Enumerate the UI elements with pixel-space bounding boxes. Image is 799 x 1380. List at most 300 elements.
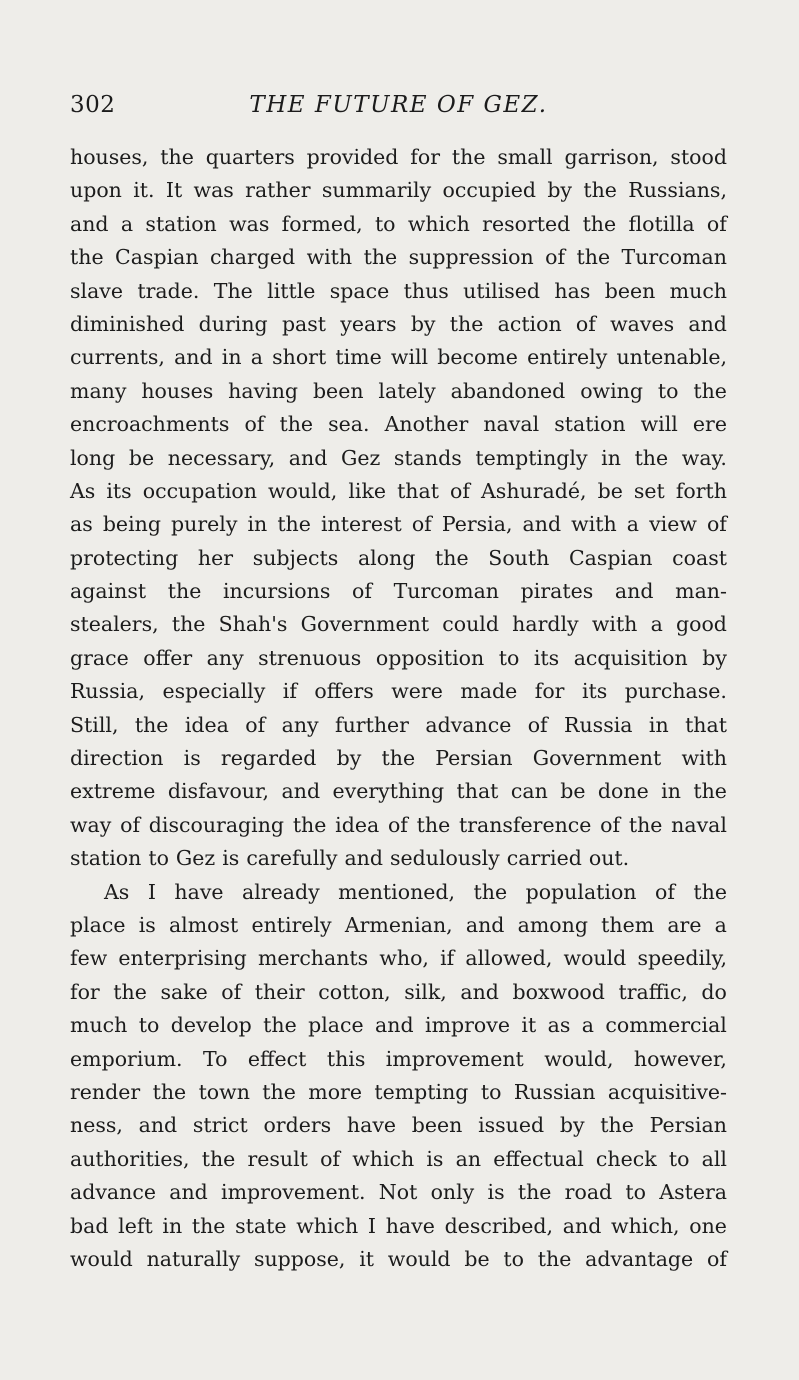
word: can bbox=[510, 779, 548, 804]
word: sea. bbox=[328, 412, 370, 437]
word: in bbox=[601, 445, 621, 470]
word: is bbox=[426, 1146, 444, 1171]
word: the bbox=[201, 1146, 236, 1171]
word: the bbox=[517, 1180, 552, 1205]
text-line bbox=[70, 675, 727, 708]
word: almost bbox=[168, 912, 239, 937]
word: of bbox=[320, 1146, 341, 1171]
word: and bbox=[465, 912, 505, 937]
word: road bbox=[564, 1180, 613, 1205]
word: has bbox=[554, 278, 591, 303]
word: way bbox=[70, 812, 112, 837]
word: for bbox=[70, 979, 100, 1004]
word: would, bbox=[544, 1046, 614, 1071]
word: of bbox=[221, 979, 242, 1004]
word: naval bbox=[671, 812, 727, 837]
word: result bbox=[247, 1146, 308, 1171]
word: is bbox=[222, 846, 240, 871]
word: the bbox=[171, 612, 206, 637]
word: allowed, bbox=[465, 946, 553, 971]
word: along bbox=[357, 545, 416, 570]
word: the bbox=[363, 245, 398, 270]
word: traffic, bbox=[618, 979, 688, 1004]
word: Government bbox=[300, 612, 430, 637]
word: incursions bbox=[222, 579, 331, 604]
text-line bbox=[70, 208, 727, 241]
word: develop bbox=[170, 1013, 252, 1038]
word: out. bbox=[588, 846, 630, 871]
word: and bbox=[688, 311, 727, 336]
word: provided bbox=[306, 145, 399, 169]
word: the bbox=[693, 879, 727, 904]
word: naturally bbox=[146, 1246, 241, 1271]
word: her bbox=[197, 545, 234, 570]
word: left bbox=[118, 1213, 153, 1238]
word: Not bbox=[378, 1180, 418, 1205]
text-line bbox=[70, 1009, 727, 1042]
word: the bbox=[277, 512, 311, 537]
word: short bbox=[272, 345, 327, 370]
word: become bbox=[437, 345, 518, 370]
word: acquisition bbox=[573, 645, 688, 670]
word: described, bbox=[444, 1213, 554, 1238]
word: it bbox=[359, 1246, 374, 1271]
word: in bbox=[221, 345, 242, 370]
word: sake bbox=[160, 979, 208, 1004]
word: Ashuradé, bbox=[481, 478, 587, 503]
word: currents, bbox=[70, 345, 165, 370]
word: who, bbox=[379, 946, 429, 971]
word: direction bbox=[70, 746, 164, 771]
word: coast bbox=[672, 545, 727, 570]
word: Caspian bbox=[568, 545, 653, 570]
word: been bbox=[411, 1113, 463, 1138]
word: by bbox=[559, 1113, 585, 1138]
word: stood bbox=[670, 145, 727, 169]
word: untenable, bbox=[616, 345, 727, 370]
word: done bbox=[597, 779, 649, 804]
word: transference bbox=[458, 812, 592, 837]
word: pirates bbox=[520, 579, 594, 604]
word: stealers, bbox=[70, 612, 159, 637]
word: Armenian, bbox=[344, 912, 453, 937]
word: improvement. bbox=[221, 1180, 366, 1205]
text-line bbox=[70, 1176, 727, 1209]
word: by bbox=[547, 178, 573, 203]
word: years bbox=[340, 311, 397, 336]
word: the bbox=[152, 1079, 187, 1104]
word: purchase. bbox=[624, 679, 727, 704]
word: of bbox=[655, 879, 675, 904]
text-line bbox=[70, 942, 727, 975]
word: I bbox=[367, 1213, 377, 1238]
word: space bbox=[329, 278, 390, 303]
word: to bbox=[148, 846, 169, 871]
word: for bbox=[534, 679, 565, 704]
word: of bbox=[706, 1246, 727, 1271]
word: in bbox=[162, 1213, 183, 1238]
word: Shah's bbox=[218, 612, 288, 637]
word: and bbox=[70, 211, 109, 236]
word: houses, bbox=[70, 145, 149, 169]
word: to bbox=[657, 378, 679, 403]
word: a bbox=[250, 345, 263, 370]
word: is bbox=[138, 912, 156, 937]
word: the bbox=[435, 545, 469, 570]
word: Another bbox=[384, 412, 469, 437]
word: owing bbox=[580, 378, 643, 403]
word: purely bbox=[171, 512, 238, 537]
word: grace bbox=[70, 645, 129, 670]
word: speedily, bbox=[637, 946, 727, 971]
text-line bbox=[70, 809, 727, 842]
word: entirely bbox=[251, 912, 332, 937]
word: summarily bbox=[321, 178, 432, 203]
word: small bbox=[497, 145, 553, 169]
word: Government bbox=[532, 746, 662, 771]
word: abandoned bbox=[450, 378, 566, 403]
word: the bbox=[416, 812, 451, 837]
word: utilised bbox=[463, 278, 541, 303]
word: of bbox=[527, 712, 548, 737]
word: of bbox=[450, 478, 470, 503]
word: it. bbox=[133, 178, 155, 203]
word: suppose, bbox=[253, 1246, 346, 1271]
text-line bbox=[70, 909, 727, 942]
word: its bbox=[106, 478, 132, 503]
word: merchants bbox=[257, 946, 369, 971]
word: few bbox=[70, 946, 108, 971]
word: any bbox=[281, 712, 319, 737]
text-line bbox=[70, 1243, 727, 1276]
word: which, bbox=[611, 1213, 680, 1238]
word: place bbox=[70, 912, 126, 937]
word: the bbox=[451, 145, 486, 169]
word: any bbox=[206, 645, 244, 670]
word: are bbox=[667, 912, 702, 937]
word: as bbox=[70, 512, 93, 537]
word: carefully bbox=[246, 846, 338, 871]
word: occupied bbox=[442, 178, 536, 203]
word: Gez bbox=[175, 846, 216, 871]
word: Turcoman bbox=[621, 245, 727, 270]
text-line bbox=[70, 642, 727, 675]
word: Turcoman bbox=[393, 579, 499, 604]
word: emporium. bbox=[70, 1046, 183, 1071]
word: issued bbox=[478, 1113, 545, 1138]
word: quarters bbox=[205, 145, 295, 169]
word: and bbox=[281, 779, 321, 804]
word: of bbox=[387, 812, 408, 837]
word: however, bbox=[633, 1046, 727, 1071]
word: thus bbox=[403, 278, 449, 303]
word: of bbox=[600, 812, 621, 837]
text-line bbox=[70, 976, 727, 1009]
text-line bbox=[70, 408, 727, 441]
word: garrison, bbox=[564, 145, 659, 169]
word: by bbox=[410, 311, 436, 336]
word: of bbox=[706, 512, 727, 537]
word: and bbox=[288, 445, 328, 470]
word: set bbox=[633, 478, 665, 503]
word: by bbox=[702, 645, 727, 670]
word: the bbox=[113, 979, 147, 1004]
word: of bbox=[706, 211, 727, 236]
word: lately bbox=[378, 378, 436, 403]
word: of bbox=[545, 245, 566, 270]
text-line bbox=[70, 542, 727, 575]
word: carried bbox=[506, 846, 582, 871]
page-header bbox=[70, 92, 727, 126]
word: a bbox=[581, 1013, 594, 1038]
word: its bbox=[533, 645, 560, 670]
word: encroachments bbox=[70, 412, 230, 437]
word: check bbox=[595, 1146, 657, 1171]
word: authorities, bbox=[70, 1146, 190, 1171]
word: much bbox=[70, 1013, 128, 1038]
text-line bbox=[70, 141, 727, 174]
word: slave bbox=[70, 278, 124, 303]
word: opposition bbox=[375, 645, 485, 670]
word: view bbox=[649, 512, 697, 537]
word: especially bbox=[162, 679, 266, 704]
word: the bbox=[576, 245, 611, 270]
word: with bbox=[306, 245, 353, 270]
word: It bbox=[165, 178, 183, 203]
text-line bbox=[70, 375, 727, 408]
word: Russia, bbox=[70, 679, 145, 704]
word: advance bbox=[425, 712, 512, 737]
word: rather bbox=[245, 178, 311, 203]
word: strict bbox=[192, 1113, 248, 1138]
word: could bbox=[442, 612, 499, 637]
word: regarded bbox=[220, 746, 317, 771]
word: houses bbox=[141, 378, 214, 403]
word: trade. bbox=[137, 278, 200, 303]
word: strenuous bbox=[258, 645, 362, 670]
word: the bbox=[70, 245, 104, 270]
word: advantage bbox=[585, 1246, 694, 1271]
word: formed, bbox=[281, 211, 363, 236]
word: being bbox=[102, 512, 161, 537]
word: Russian bbox=[513, 1079, 596, 1104]
text-line bbox=[70, 742, 727, 775]
word: the bbox=[693, 378, 727, 403]
word: and bbox=[169, 1180, 208, 1205]
word: the bbox=[381, 746, 416, 771]
word: and bbox=[138, 1113, 178, 1138]
word: the bbox=[693, 779, 727, 804]
word: cotton, bbox=[318, 979, 391, 1004]
word: Still, bbox=[70, 712, 119, 737]
word: all bbox=[701, 1146, 727, 1171]
word: with bbox=[681, 746, 727, 771]
word: among bbox=[517, 912, 588, 937]
word: against bbox=[70, 579, 147, 604]
text-line bbox=[70, 1076, 727, 1109]
text-line bbox=[70, 775, 727, 808]
word: to bbox=[138, 1013, 160, 1038]
word: town bbox=[198, 1079, 250, 1104]
word: this bbox=[326, 1046, 366, 1071]
word: station bbox=[145, 211, 217, 236]
word: South bbox=[488, 545, 550, 570]
word: will bbox=[390, 345, 429, 370]
word: As bbox=[70, 478, 96, 503]
word: Persia, bbox=[441, 512, 513, 537]
word: the bbox=[583, 178, 617, 203]
word: the bbox=[292, 812, 327, 837]
word: I bbox=[147, 879, 156, 904]
word: As bbox=[104, 879, 130, 904]
word: made bbox=[460, 679, 518, 704]
word: the bbox=[537, 1246, 572, 1271]
word: the bbox=[473, 879, 508, 904]
word: would bbox=[70, 1246, 133, 1271]
word: was bbox=[193, 178, 234, 203]
word: further bbox=[335, 712, 409, 737]
page-number: 302 bbox=[70, 92, 116, 118]
word: everything bbox=[332, 779, 445, 804]
text-line bbox=[70, 341, 727, 374]
word: one bbox=[689, 1213, 727, 1238]
text-line bbox=[70, 1210, 727, 1243]
word: by bbox=[336, 746, 362, 771]
word: in bbox=[247, 512, 268, 537]
word: diminished bbox=[70, 311, 185, 336]
text-line bbox=[70, 308, 727, 341]
word: naval bbox=[483, 412, 540, 437]
word: past bbox=[281, 311, 327, 336]
word: station bbox=[70, 846, 142, 871]
word: an bbox=[455, 1146, 482, 1171]
word: a bbox=[626, 512, 639, 537]
word: and bbox=[614, 579, 654, 604]
word: extreme bbox=[70, 779, 156, 804]
word: of bbox=[244, 412, 265, 437]
word: and bbox=[562, 1213, 602, 1238]
word: them bbox=[601, 912, 655, 937]
word: be bbox=[560, 779, 586, 804]
text-line bbox=[70, 876, 727, 909]
word: the bbox=[134, 712, 169, 737]
word: tempting bbox=[374, 1079, 469, 1104]
text-line bbox=[70, 608, 727, 641]
word: idea bbox=[184, 712, 229, 737]
word: render bbox=[70, 1079, 141, 1104]
word: only bbox=[430, 1180, 475, 1205]
word: offers bbox=[314, 679, 374, 704]
word: already bbox=[242, 879, 320, 904]
text-line bbox=[70, 275, 727, 308]
word: be bbox=[128, 445, 155, 470]
word: idea bbox=[335, 812, 380, 837]
word: have bbox=[174, 879, 224, 904]
word: subjects bbox=[252, 545, 339, 570]
word: Caspian bbox=[115, 245, 199, 270]
word: will bbox=[640, 412, 678, 437]
word: temptingly bbox=[475, 445, 588, 470]
word: offer bbox=[143, 645, 193, 670]
word: of bbox=[245, 712, 266, 737]
word: improvement bbox=[385, 1046, 524, 1071]
word: having bbox=[228, 378, 299, 403]
word: stands bbox=[393, 445, 462, 470]
word: hardly bbox=[512, 612, 579, 637]
word: during bbox=[198, 311, 268, 336]
word: way. bbox=[681, 445, 727, 470]
word: and bbox=[522, 512, 562, 537]
word: to bbox=[480, 1079, 502, 1104]
word: have bbox=[346, 1113, 397, 1138]
word: little bbox=[267, 278, 316, 303]
word: time bbox=[335, 345, 382, 370]
word: disfavour, bbox=[167, 779, 270, 804]
word: resorted bbox=[482, 211, 571, 236]
word: it bbox=[521, 1013, 537, 1038]
word: of bbox=[411, 512, 432, 537]
word: effect bbox=[247, 1046, 307, 1071]
word: sedulously bbox=[390, 846, 500, 871]
text-line bbox=[70, 1109, 727, 1142]
word: To bbox=[202, 1046, 228, 1071]
word: with bbox=[591, 612, 638, 637]
word: mentioned, bbox=[338, 879, 456, 904]
word: to bbox=[625, 1180, 647, 1205]
text-line bbox=[70, 241, 727, 274]
text-line bbox=[70, 442, 727, 475]
word: the bbox=[582, 211, 617, 236]
word: boxwood bbox=[512, 979, 605, 1004]
text-line bbox=[70, 508, 727, 541]
word: their bbox=[254, 979, 305, 1004]
word: be bbox=[464, 1246, 490, 1271]
word: the bbox=[634, 445, 669, 470]
word: station bbox=[554, 412, 626, 437]
word: that bbox=[397, 478, 439, 503]
word: bad bbox=[70, 1213, 109, 1238]
word: to bbox=[503, 1246, 524, 1271]
word: more bbox=[308, 1079, 362, 1104]
word: Russians, bbox=[628, 178, 727, 203]
word: do bbox=[701, 979, 727, 1004]
word: would bbox=[387, 1246, 451, 1271]
word: with bbox=[571, 512, 617, 537]
word: in bbox=[648, 712, 669, 737]
word: discouraging bbox=[148, 812, 285, 837]
word: of bbox=[352, 579, 372, 604]
word: and bbox=[375, 1013, 414, 1038]
word: and bbox=[174, 345, 213, 370]
word: much bbox=[669, 278, 727, 303]
word: be bbox=[597, 478, 623, 503]
word: long bbox=[70, 445, 116, 470]
word: to bbox=[668, 1146, 690, 1171]
word: enterprising bbox=[118, 946, 247, 971]
word: place bbox=[308, 1013, 364, 1038]
word: a bbox=[650, 612, 663, 637]
word: the bbox=[262, 1079, 296, 1104]
word: its bbox=[581, 679, 608, 704]
word: for bbox=[410, 145, 441, 169]
word: is bbox=[487, 1180, 505, 1205]
word: advance bbox=[70, 1180, 156, 1205]
text-line bbox=[70, 174, 727, 207]
word: the bbox=[191, 1213, 226, 1238]
word: flotilla bbox=[628, 211, 695, 236]
text-line bbox=[70, 1043, 727, 1076]
word: entirely bbox=[527, 345, 608, 370]
